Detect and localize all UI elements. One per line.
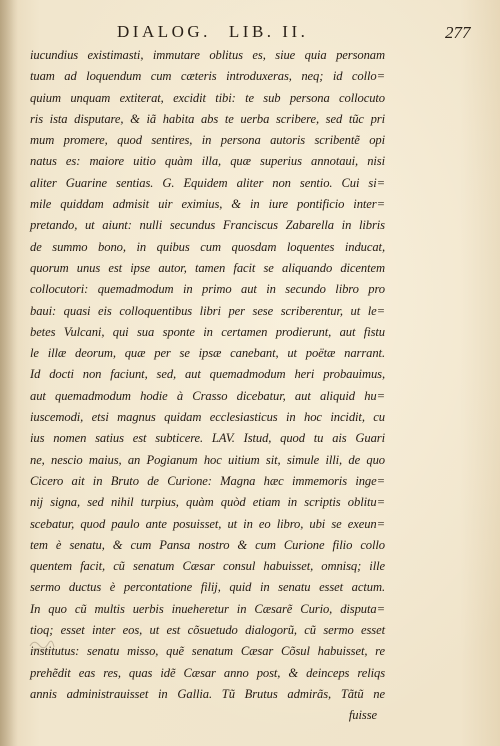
text-line: betes Vulcani, qui sua sponte in certamen prodierunt, aut fistu: [30, 324, 385, 339]
page-number: 277: [445, 23, 471, 42]
text-line: annis administrauisset in Gallia. Tũ Brutus admirãs, Tãtũ ne: [30, 686, 385, 701]
text-line: natus es: maiore uitio quàm illa, quæ superius annotaui, nisi: [30, 154, 385, 169]
text-line: mum promere, quod sentires, in persona autoris scribentẽ opi: [30, 133, 385, 148]
running-title-right: LIB. II.: [228, 22, 309, 41]
text-line: ris ista disputare, & iã habita abs te uerba scribere, sed tũc pri: [30, 111, 385, 126]
text-line: sermo ductus è percontatione filij, quid in senatu esset actum.: [30, 580, 385, 595]
text-line: le illæ deorum, quæ per se ipsæ canebant, ut poëtæ narrant.: [30, 346, 385, 361]
text-line: prehẽdit eas res, quas idẽ Cæsar anno post, & deinceps reliqs: [30, 665, 385, 680]
text-line: aut quemadmodum hodie à Crasso dicebatur, aut aliquid hu=: [30, 388, 385, 403]
text-line: Cicero ait in Bruto de Curione: Magna hæc immemoris inge=: [30, 473, 385, 488]
text-line: tem è senatu, & cum Pansa nostro & cum Curione filio collo: [30, 537, 385, 552]
text-line: mile quiddam admisit uir eximius, & in iure pontificio inter=: [30, 197, 385, 212]
text-line: quium unquam extiterat, excidit tibi: te sub persona collocuto: [30, 90, 385, 105]
catchword: fuisse: [348, 708, 377, 723]
text-line: aliter Guarine sentias. G. Equidem aliter non sentio. Cui si=: [30, 175, 385, 190]
text-block: [30, 45, 385, 727]
text-line: scebatur, quod paulo ante posuisset, ut in eo libro, ubi se exeun=: [30, 516, 385, 531]
page-header: [0, 22, 500, 44]
text-line: baui: quasi eis colloquentibus libri per sese scriberentur, ut le=: [30, 303, 385, 318]
text-line: nij signa, sed nihil turpius, quàm quòd etiam in scriptis oblitu=: [30, 495, 385, 510]
text-line: Id docti non faciunt, sed, aut quemadmodum heri probauimus,: [30, 367, 385, 382]
text-line: collocutori: quemadmodum in primo aut in secundo libro pro: [30, 282, 385, 297]
ink-stain-mark: [28, 636, 56, 654]
text-line: iucundius existimasti, immutare oblitus es, siue quia personam: [30, 48, 385, 62]
text-line: institutus: senatu misso, quẽ senatum Cæsar Cõsul habuisset, re: [30, 644, 385, 659]
text-line: ne, nescio maius, an Pogianum hoc uitium sit, simule illi, de quo: [30, 452, 385, 467]
text-line: pretando, ut aiunt: nulli secundus Franciscus Zabarella in libris: [30, 218, 385, 233]
text-line: quentem facit, cũ senatum Cæsar consul habuisset, omnisq; ille: [30, 559, 385, 574]
gutter-shadow: [0, 0, 18, 746]
text-line: tuam ad loquendum cum cæteris introduxeras, neq; id collo=: [30, 69, 385, 84]
text-line: tioq; esset inter eos, ut est cõsuetudo dialogorũ, cũ sermo esset: [30, 623, 385, 638]
text-line: In quo cũ multis uerbis inueheretur in Cæsarẽ Curio, disputa=: [30, 601, 385, 616]
running-title: [117, 22, 308, 42]
text-line: iuscemodi, etsi magnus quidam ecclesiasticus in hoc incidit, cu: [30, 410, 385, 425]
text-line: ius nomen satius est subticere. LAV. Istud, quod tu ais Guari: [30, 431, 385, 446]
text-line: quorum unus est ipse autor, tamen facit se aliquando dicentem: [30, 260, 385, 275]
running-title-left: DIALOG.: [117, 22, 211, 41]
text-line: de summo bono, in quibus cum quosdam loquentes inducat,: [30, 239, 385, 254]
